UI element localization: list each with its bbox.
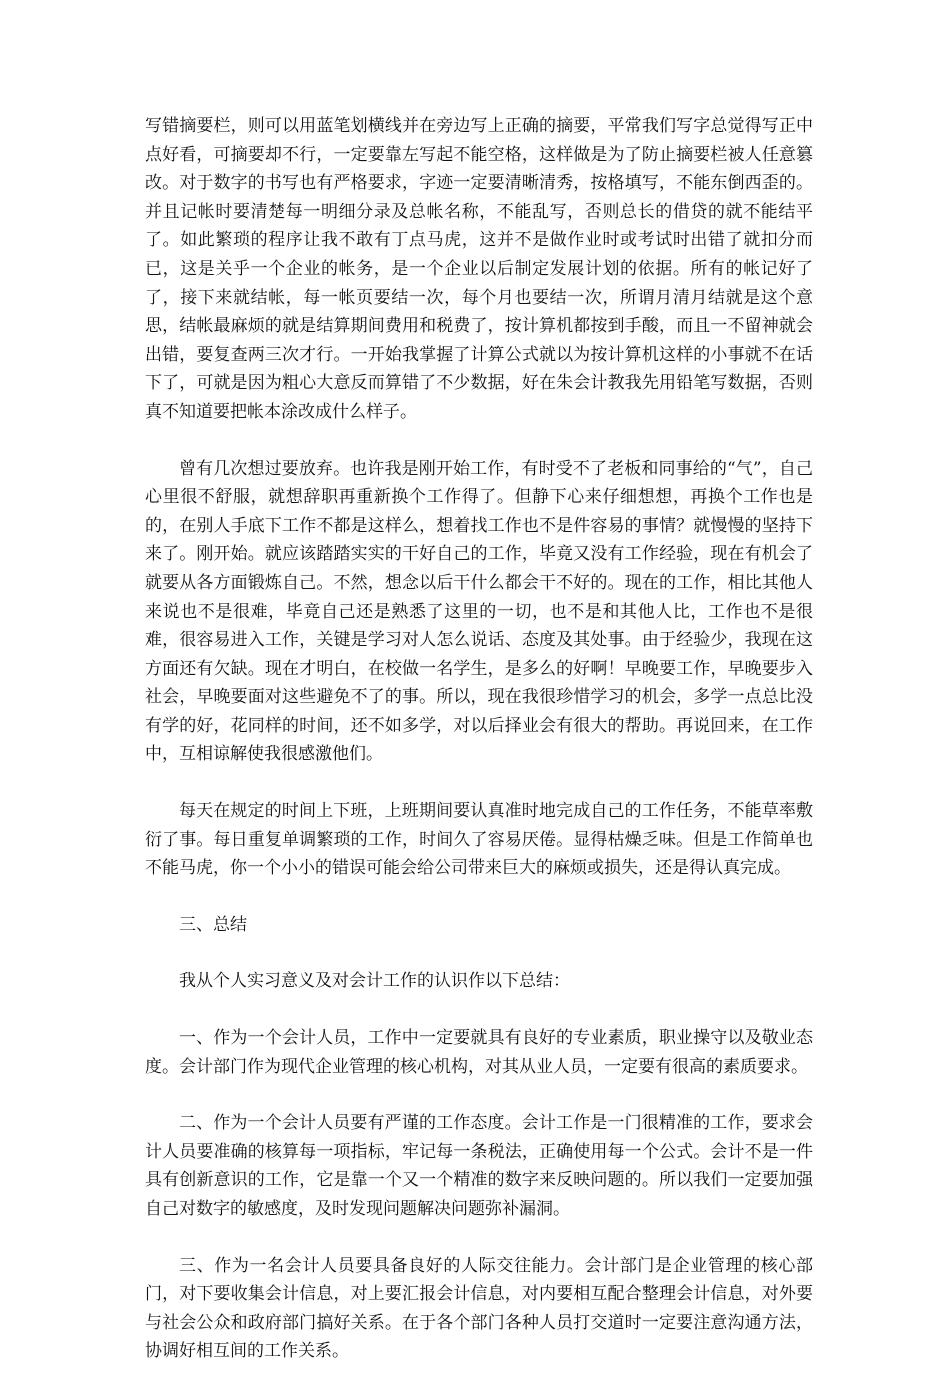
document-body xyxy=(145,112,813,1394)
paragraph-point-one: 一、作为一个会计人员，工作中一定要就具有良好的专业素质，职业操守以及敬业态度。会计部门作为现代企业管理的核心机构，对其从业人员，一定要有很高的素质要求。 xyxy=(145,1028,813,1077)
paragraph-record-keeping: 写错摘要栏，则可以用蓝笔划横线并在旁边写上正确的摘要，平常我们写字总觉得写正中点好看，可摘要却不行，一定要靠左写起不能空格，这样做是为了防止摘要栏被人任意篡改。对于数字的书写也有严格要求，字迹一定要清晰清秀，按格填写，不能东倒西歪的。并且记帐时要清楚每一明细分录及总帐名称，不能乱写，否则总长的借贷的就不能结平了。如此繁琐的程序让我不敢有丁点马虎，这并不是做作业时或考试时出错了就扣分而已，这是关乎一个企业的帐务，是一个企业以后制定发展计划的依据。所有的帐记好了了，接下来就结帐，每一帐页要结一次，每个月也要结一次，所谓月清月结就是这个意思，结帐最麻烦的就是结算期间费用和税费了，按计算机都按到手酸，而且一不留神就会出错，要复查两三次才行。一开始我掌握了计算公式就以为按计算机这样的小事就不在话下了，可就是因为粗心大意反而算错了不少数据，好在朱会计教我先用铅笔写数据，否则真不知道要把帐本涂改成什么样子。 xyxy=(145,116,813,422)
paragraph-point-three: 三、作为一名会计人员要具备良好的人际交往能力。会计部门是企业管理的核心部门，对下要收集会计信息，对上要汇报会计信息，对内要相互配合整理会计信息，对外要与社会公众和政府部门搞好关系。在于各个部门各种人员打交道时一定要注意沟通方法，协调好相互间的工作关系。 xyxy=(145,1255,813,1362)
paragraph-summary-intro: 我从个人实习意义及对会计工作的认识作以下总结： xyxy=(179,971,570,992)
paragraph-daily-work: 每天在规定的时间上下班，上班期间要认真准时地完成自己的工作任务，不能草率敷衍了事。每日重复单调繁琐的工作，时间久了容易厌倦。显得枯燥乏味。但是工作简单也不能马虎，你一个小小的错误可能会给公司带来巨大的麻烦或损失，还是得认真完成。 xyxy=(145,801,813,879)
paragraph-persistence: 曾有几次想过要放弃。也许我是刚开始工作，有时受不了老板和同事给的“气”，自己心里很不舒服，就想辞职再重新换个工作得了。但静下心来仔细想想，再换个工作也是的，在别人手底下工作不都是这样么，想着找工作也不是件容易的事情？就慢慢的坚持下来了。刚开始。就应该踏踏实实的干好自己的工作，毕竟又没有工作经验，现在有机会了就要从各方面锻炼自己。不然，想念以后干什么都会干不好的。现在的工作，相比其他人来说也不是很难，毕竟自己还是熟悉了这里的一切，也不是和其他人比，工作也不是很难，很容易进入工作，关键是学习对人怎么说话、态度及其处事。由于经验少，我现在这方面还有欠缺。现在才明白，在校做一名学生，是多么的好啊！早晚要工作，早晚要步入社会，早晚要面对这些避免不了的事。所以，现在我很珍惜学习的机会，多学一点总比没有学的好，花同样的时间，还不如多学，对以后择业会有很大的帮助。再说回来，在工作中，互相谅解使我很感激他们。 xyxy=(145,458,813,765)
section-heading-summary: 三、总结 xyxy=(179,914,247,935)
paragraph-point-two: 二、作为一个会计人员要有严谨的工作态度。会计工作是一门很精准的工作，要求会计人员要准确的核算每一项指标，牢记每一条税法，正确使用每一个公式。会计不是一件具有创新意识的工作，它是靠一个又一个精准的数字来反映问题的。所以我们一定要加强自己对数字的敏感度，及时发现问题解决问题弥补漏洞。 xyxy=(145,1113,813,1219)
